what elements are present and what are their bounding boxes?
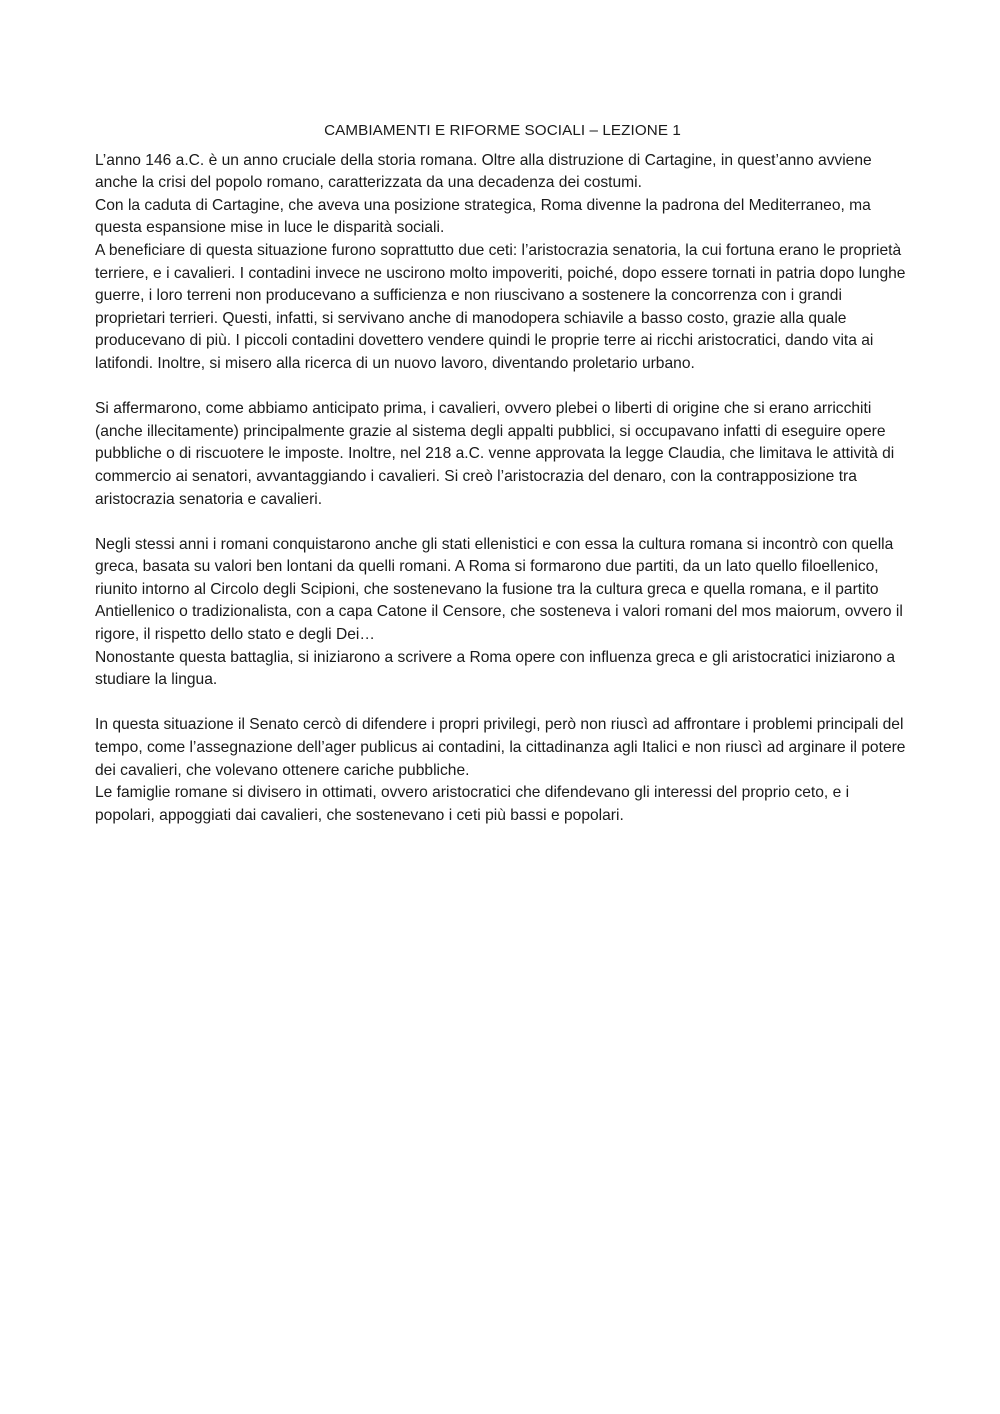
paragraph: A beneficiare di questa situazione furono soprattutto due ceti: l’aristocrazia senatoria, la cui fortuna erano le proprietà terriere, e i cavalieri. I contadini invece ne uscirono molto impoveriti, poiché, dopo essere tornati in patria dopo lunghe guerre, i loro terreni non producevano a sufficienza e non riuscivano a sostenere la concorrenza con i grandi proprietari terrieri. Questi, infatti, si servivano anche di manodopera schiavile a basso costo, grazie alla quale producevano di più. I piccoli contadini dovettero vendere quindi le proprie terre ai ricchi aristocratici, dando vita ai latifondi. Inoltre, si misero alla ricerca di un nuovo lavoro, diventando proletario urbano. [95,241,906,372]
paragraph: L’anno 146 a.C. è un anno cruciale della storia romana. Oltre alla distruzione di Cartagine, in quest’anno avviene anche la crisi del popolo romano, caratterizzata da una decadenza dei costumi. [95,151,872,192]
blank-line [95,511,910,534]
paragraph: Nonostante questa battaglia, si iniziarono a scrivere a Roma opere con influenza greca e gli aristocratici iniziarono a studiare la lingua. [95,648,896,689]
blank-line [95,376,910,399]
paragraph: Negli stessi anni i romani conquistarono anche gli stati ellenistici e con essa la cultura romana si incontrò con quella greca, basata su valori ben lontani da quelli romani. A Roma si formarono due partiti, da un lato quello filoellenico, riunito intorno al Circolo degli Scipioni, che sostenevano la fusione tra la cultura greca e quella romana, e il partito Antiellenico o tradizionalista, con a capa Catone il Censore, che sosteneva i valori romani del mos maiorum, ovvero il rigore, il rispetto dello stato e degli Dei… [95,535,903,644]
paragraph: Con la caduta di Cartagine, che aveva una posizione strategica, Roma divenne la padrona del Mediterraneo, ma questa espansione mise in luce le disparità sociali. [95,196,871,237]
blank-line [95,692,910,715]
paragraph: Le famiglie romane si divisero in ottimati, ovvero aristocratici che difendevano gli interessi del proprio ceto, e i popolari, appoggiati dai cavalieri, che sostenevano i ceti più bassi e popolari. [95,784,850,824]
paragraph: In questa situazione il Senato cercò di difendere i propri privilegi, però non riuscì ad affrontare i problemi principali del tempo, come l’assegnazione dell’ager publicus ai contadini, la cittadinanza agli Italici e non riuscì ad arginare il potere dei cavalieri, che volevano ottenere cariche pubbliche. [95,716,906,779]
paragraph: Si affermarono, come abbiamo anticipato prima, i cavalieri, ovvero plebei o liberti di origine che si erano arricchiti (anche illecitamente) principalmente grazie al sistema degli appalti pubblici, si occupavano infatti di eseguire opere pubbliche o di riscuotere le imposte. Inoltre, nel 218 a.C. venne approvata la legge Claudia, che limitava le attività di commercio ai senatori, avvantaggiando i cavalieri. Si creò l’aristocrazia del denaro, con la contrapposizione tra aristocrazia senatoria e cavalieri. [95,400,895,508]
document-body [95,120,910,827]
document-title: CAMBIAMENTI E RIFORME SOCIALI – LEZIONE 1 [324,122,681,139]
